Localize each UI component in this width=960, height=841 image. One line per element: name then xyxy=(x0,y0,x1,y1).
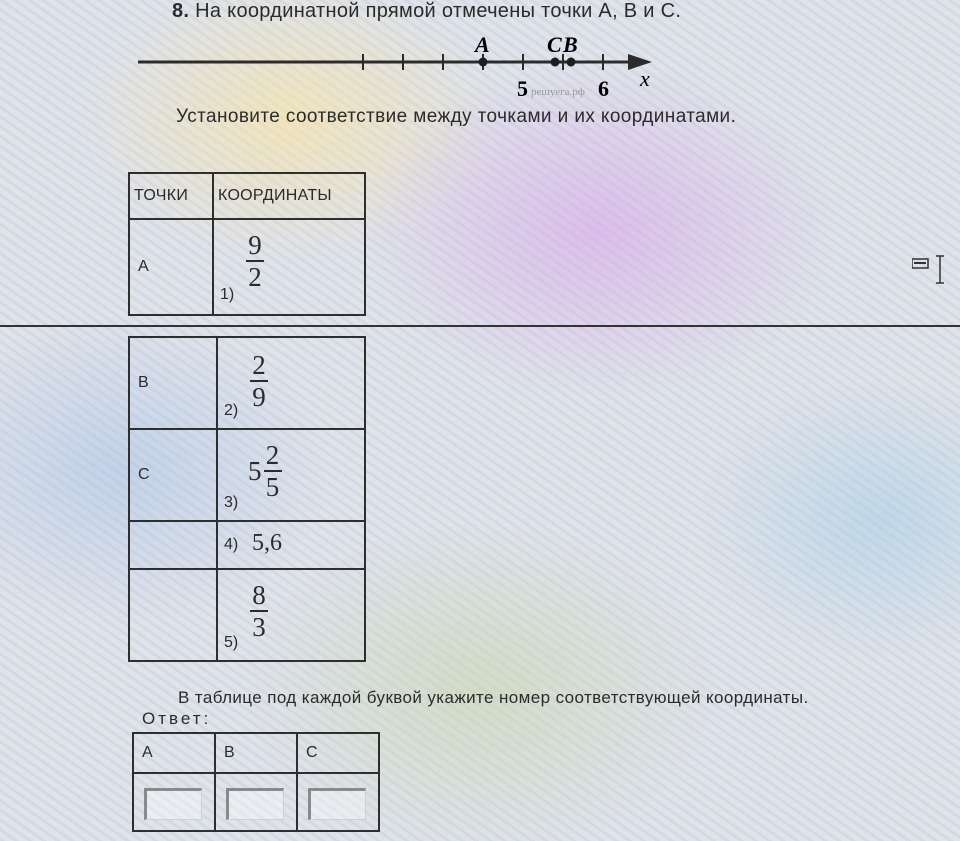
point-c xyxy=(551,58,560,67)
denominator: 3 xyxy=(252,612,266,642)
numerator: 2 xyxy=(265,440,280,470)
point-label-c: C xyxy=(547,32,562,57)
decimal-value: 5,6 xyxy=(252,530,282,556)
table-row xyxy=(129,219,365,315)
point-cell: В xyxy=(129,337,217,429)
denominator: 5 xyxy=(265,472,280,502)
fraction xyxy=(250,582,268,640)
matching-table-top xyxy=(128,172,366,316)
answer-column-c: С xyxy=(297,733,379,773)
coordinate-cell xyxy=(217,337,365,429)
numerator: 8 xyxy=(252,580,266,610)
coordinate-cell xyxy=(213,219,365,315)
point-cell: А xyxy=(129,219,213,315)
fraction xyxy=(250,352,268,410)
header-coordinates: КООРДИНАТЫ xyxy=(213,173,365,219)
answer-input-a[interactable] xyxy=(144,788,202,820)
point-b xyxy=(567,58,576,67)
option-number: 5) xyxy=(224,634,239,651)
numerator: 2 xyxy=(252,350,266,380)
task-number: 8. xyxy=(172,0,190,22)
header-points: ТОЧКИ xyxy=(129,173,213,219)
answer-label: Ответ: xyxy=(142,709,212,728)
fraction xyxy=(246,232,264,290)
option-number: 1) xyxy=(220,286,235,303)
table-row xyxy=(129,521,365,569)
point-cell xyxy=(129,569,217,661)
point-cell xyxy=(129,521,217,569)
answer-column-a: А xyxy=(133,733,215,773)
point-a xyxy=(479,58,488,67)
option-number: 2) xyxy=(224,402,239,419)
point-label-a: A xyxy=(475,32,490,57)
table-row xyxy=(129,569,365,661)
point-cell: С xyxy=(129,429,217,521)
table-row xyxy=(129,337,365,429)
watermark: решуега.рф xyxy=(531,86,585,98)
denominator: 9 xyxy=(252,382,266,412)
fraction xyxy=(264,442,282,500)
page-separator xyxy=(0,325,960,327)
coordinate-cell xyxy=(217,429,365,521)
answer-input-c[interactable] xyxy=(308,788,366,820)
answer-column-b: В xyxy=(215,733,297,773)
tick-label-5: 5 xyxy=(517,76,528,100)
task-instruction: Установите соответствие между точками и их координатами. xyxy=(176,106,737,127)
axis-label: x xyxy=(640,66,650,91)
whole-part: 5 xyxy=(248,455,262,486)
answer-prompt: В таблице под каждой буквой укажите номер соответствующей координаты. xyxy=(178,688,809,707)
point-label-b: B xyxy=(563,32,578,57)
denominator: 2 xyxy=(248,262,262,292)
mixed-number xyxy=(248,442,282,500)
coordinate-cell xyxy=(217,521,365,569)
numerator: 9 xyxy=(248,230,262,260)
matching-table-bottom xyxy=(128,336,366,662)
option-number: 3) xyxy=(224,494,239,511)
table-row xyxy=(129,429,365,521)
coordinate-cell xyxy=(217,569,365,661)
answer-table xyxy=(132,732,380,832)
text-cursor-icon xyxy=(912,253,952,287)
option-number: 4) xyxy=(224,536,239,553)
tick-label-6: 6 xyxy=(598,76,609,100)
answer-input-b[interactable] xyxy=(226,788,284,820)
task-text: На координатной прямой отмечены точки А, В и С. xyxy=(195,0,682,22)
number-line xyxy=(0,0,960,100)
